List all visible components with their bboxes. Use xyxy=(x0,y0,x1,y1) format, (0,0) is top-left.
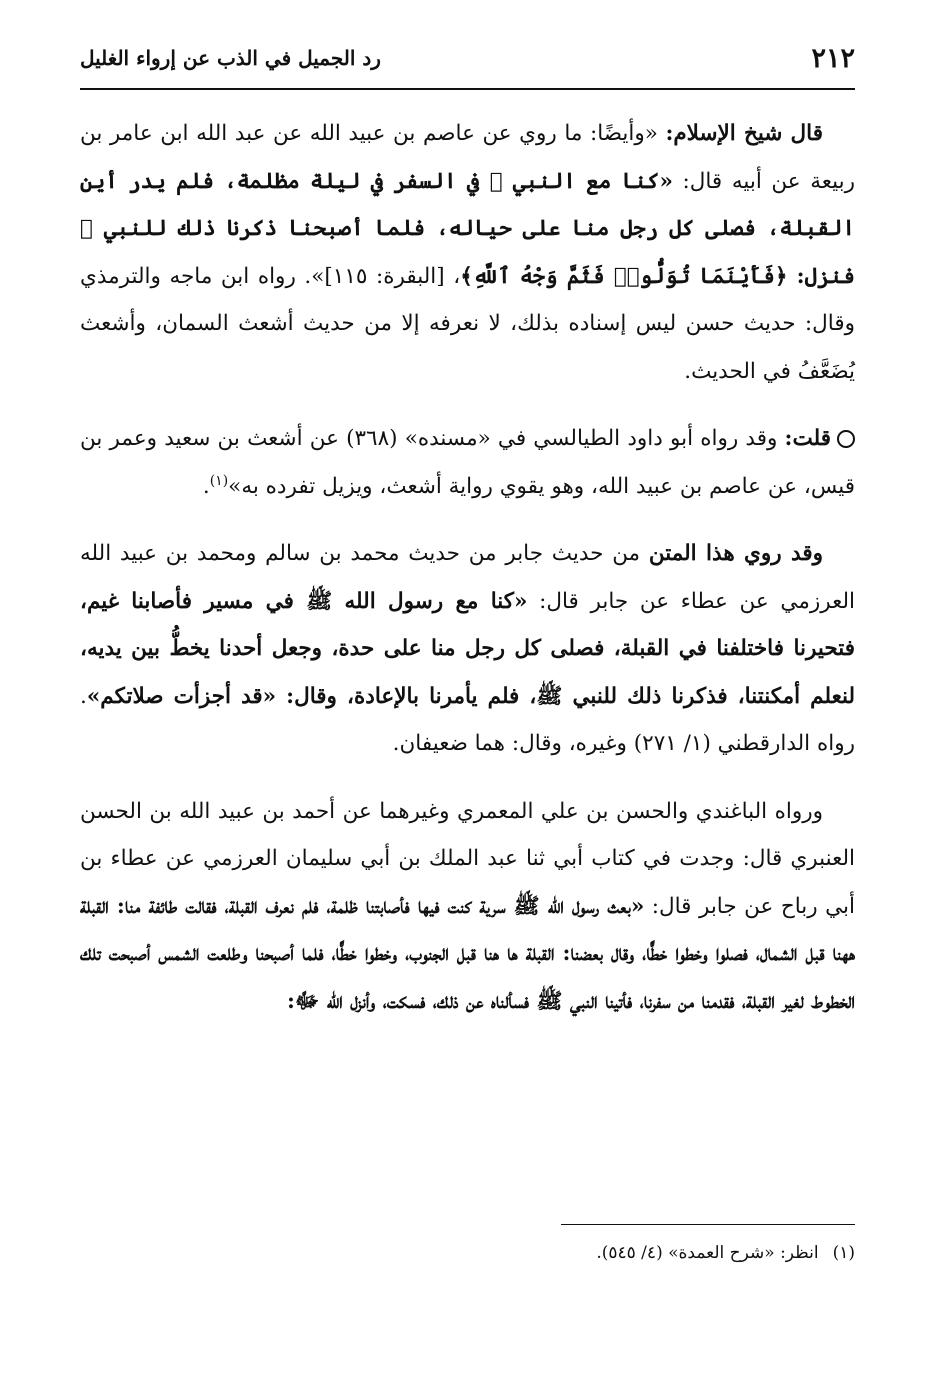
footnote xyxy=(80,1238,855,1268)
hadith-quote: «كنا مع رسول الله ﷺ في مسير فأصابنا غيم، فتحيرنا فاختلفنا في القبلة، فصلى كل رجل منا على حدة، وجعل أحدنا يخطُّ بين يديه، لنعلم أمكنتنا، فذكرنا ذلك للنبي ﷺ، فلم يأمرنا بالإعادة، وقال: «قد أجزأت صلاتكم» xyxy=(80,588,855,709)
paragraph-lead: قال شيخ الإسلام: xyxy=(665,121,823,146)
paragraph-text: ورواه الباغندي والحسن بن علي المعمري وغيرهما عن أحمد بن عبيد الله بن الحسن العنبري قال: وجدت في كتاب أبي ثنا عبد الملك بن أبي سليمان العرزمي عن عطاء بن أبي رباح عن جابر قال: xyxy=(80,798,856,919)
running-title: رد الجميل في الذب عن إرواء الغليل xyxy=(80,46,381,70)
running-header xyxy=(80,30,855,86)
paragraph-text: «وأيضًا: ما روي عن عاصم بن عبيد الله عن عبد الله ابن عامر بن ربيعة عن أبيه قال: xyxy=(80,121,855,194)
circle-marker-icon xyxy=(837,430,855,448)
paragraph-text: . xyxy=(202,473,210,499)
hadith-quote: «بعث رسول الله ﷺ سرية كنت فيها فأصابتنا ظلمة، فلم نعرف القبلة، فقالت طائفة منا: القبلة ههنا قبل الشمال، فصلوا وخطوا خطًّا، وقال بعضنا: القبلة ها هنا قبل الجنوب، وخطوا خطًّا، فلما أصبحنا وطلعت الشمس أصبحت تلك الخطوط لغير القبلة، فقدمنا من سفرنا، فأتينا النبي ﷺ فسألناه عن ذلك، فسكت، وأنزل الله ﷻ: xyxy=(80,893,855,1014)
paragraph-text: من حديث جابر من حديث محمد بن سالم ومحمد بن عبيد الله العرزمي عن عطاء عن جابر قال: xyxy=(80,541,855,614)
paragraph-text: . رواه الدارقطني (١/ ٢٧١) وغيره، وقال: هما ضعيفان. xyxy=(80,683,855,756)
paragraph-jabir-narration xyxy=(80,530,855,768)
footnote-number: (١) xyxy=(832,1243,855,1263)
paragraph-lead: قلت: xyxy=(784,426,831,451)
paragraph-lead: وقد روي هذا المتن xyxy=(648,541,824,566)
paragraph-text: وقد رواه أبو داود الطيالسي في «مسنده» (٣٦٨) عن أشعث بن سعيد وعمر بن قيس، عن عاصم بن عبيد الله، وهو يقوي رواية أشعث، ويزيل تفرده به» xyxy=(80,426,855,499)
paragraph-sheikh-al-islam xyxy=(80,110,855,395)
paragraph-qultu xyxy=(80,415,855,510)
paragraph-text: ، [البقرة: ١١٥]». رواه ابن ماجه والترمذي وقال: حديث حسن ليس إسناده بذلك، لا نعرفه إلا من حديث أشعث السمان، وأشعث يُضَعَّفُ في الحديث. xyxy=(80,263,855,384)
header-divider xyxy=(80,88,855,90)
footnote-text: انظر: «شرح العمدة» (٤/ ٥٤٥). xyxy=(596,1243,819,1263)
hadith-quote: «كنا مع النبي ﷺ في السفر في ليلة مظلمة، فلم يدر أين القبلة، فصلى كل رجل منا على حياله، فلما أصبحنا ذكرنا ذلك للنبي ﷺ فنزل: ﴿فَأَيْنَمَا تُوَلُّوا۟ فَثَمَّ وَجْهُ ٱللَّهِ﴾ xyxy=(80,168,856,289)
paragraph-baghandi-narration xyxy=(80,788,855,1026)
main-text xyxy=(80,110,855,1045)
footnote-reference[interactable]: (١) xyxy=(209,472,229,489)
page-number: ٢١٢ xyxy=(811,42,855,74)
footnote-divider xyxy=(561,1224,855,1225)
